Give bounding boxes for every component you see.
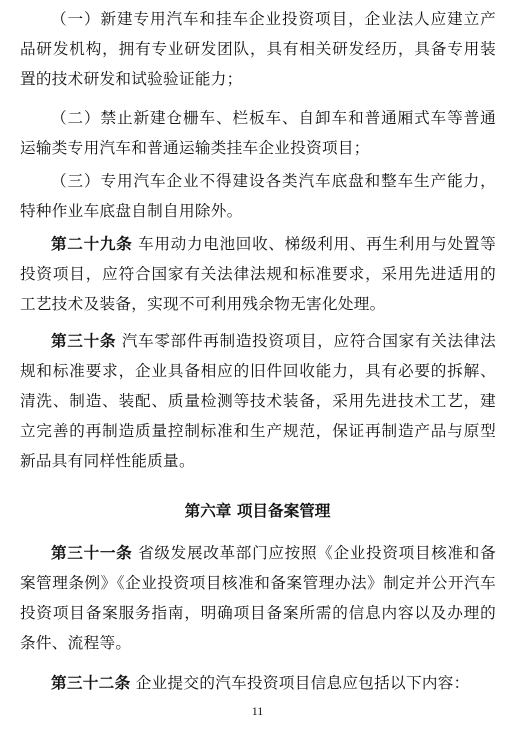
paragraph-item-1 [20,4,496,94]
paragraph-item-2 [20,103,496,163]
article-29 [20,229,496,319]
article-31 [20,538,496,658]
article-32 [20,668,496,698]
article-text: 省级发展改革部门应按照《企业投资项目核准和备案管理条例》《企业投资项目核准和备案管理办法》制定并公开汽车投资项目备案服务指南，明确项目备案所需的信息内容以及办理的条件、流程等。 [20,544,496,652]
article-label: 第三十一条 [51,544,133,562]
article-label: 第三十条 [51,332,117,350]
article-text: 汽车零部件再制造投资项目，应符合国家有关法律法规和标准要求，企业具备相应的旧件回收能力，具有必要的拆解、清洗、制造、装配、质量检测等技术装备，采用先进技术工艺，建立完善的再制造质量控制标准和生产规范，保证再制造产品与原型新品具有同样性能质量。 [20,332,497,470]
paragraph-text: （一）新建专用汽车和挂车企业投资项目，企业法人应建立产品研发机构，拥有专业研发团队，具有相关研发经历，具备专用装置的技术研发和试验验证能力； [20,10,496,88]
article-label: 第三十二条 [51,674,131,692]
paragraph-item-3 [20,166,496,226]
paragraph-text: （二）禁止新建仓栅车、栏板车、自卸车和普通厢式车等普通运输类专用汽车和普通运输类挂车企业投资项目； [20,109,496,157]
article-30 [20,326,496,476]
paragraph-text: （三）专用汽车企业不得建设各类汽车底盘和整车生产能力，特种作业车底盘自制自用除外。 [20,172,496,220]
article-label: 第二十九条 [51,235,133,253]
chapter-title: 第六章 项目备案管理 [184,502,331,520]
page-number: 11 [251,704,264,718]
article-text: 车用动力电池回收、梯级利用、再生利用与处置等投资项目，应符合国家有关法律法规和标准要求，采用先进适用的工艺技术及装备，实现不可利用残余物无害化处理。 [20,235,496,313]
article-text: 企业提交的汽车投资项目信息应包括以下内容： [135,674,470,692]
